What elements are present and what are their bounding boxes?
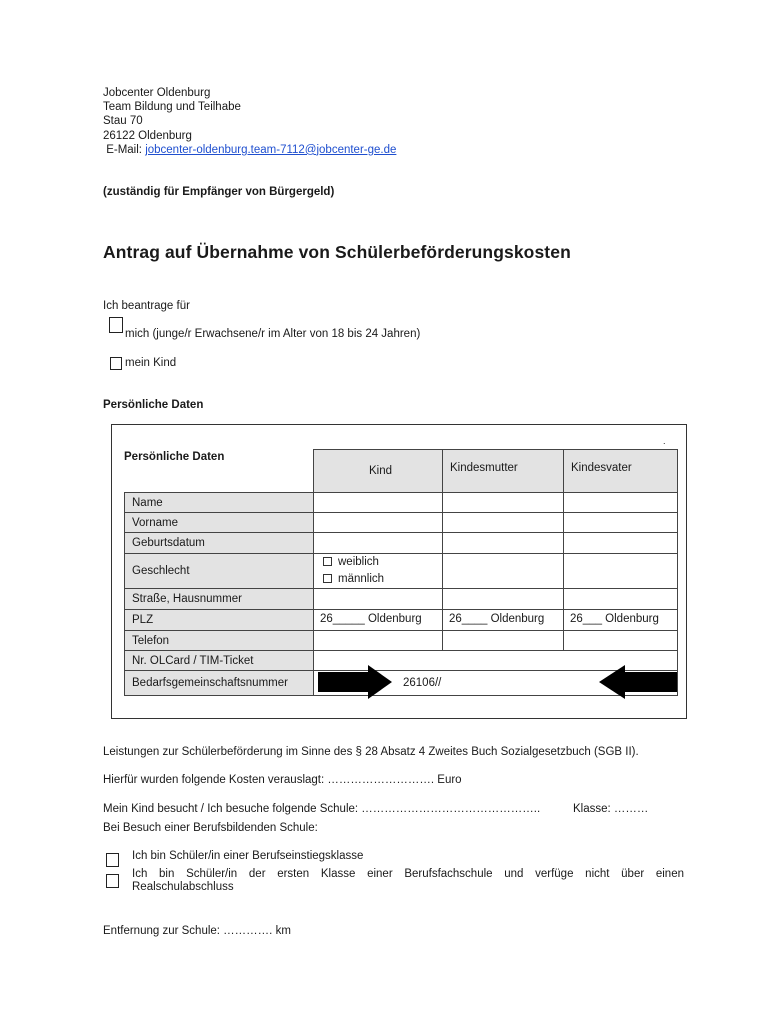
field-vorname-kind[interactable] xyxy=(313,512,443,533)
school-line: Mein Kind besucht / Ich besuche folgende Schule: ……………………………………….. xyxy=(103,803,541,815)
distance-line: Entfernung zur Schule: …………. km xyxy=(103,925,291,937)
row-label-geburtsdatum: Geburtsdatum xyxy=(124,532,314,554)
email-line xyxy=(103,143,396,157)
field-vorname-vater[interactable] xyxy=(563,512,678,533)
row-label-plz: PLZ xyxy=(124,609,314,631)
field-plz-kind[interactable]: 26_____ Oldenburg xyxy=(313,609,443,631)
maennlich-checkbox[interactable] xyxy=(323,574,332,583)
vocational-opt2-label-line1: Ich bin Schüler/in der ersten Klasse einer Berufsfachschule und verfüge nicht über einen xyxy=(132,868,684,880)
field-name-mutter[interactable] xyxy=(442,492,564,513)
email-label: E-Mail: xyxy=(106,143,146,156)
option-child-label: mein Kind xyxy=(125,357,177,369)
row-label-name: Name xyxy=(124,492,314,513)
field-geschlecht-kind xyxy=(313,553,443,589)
field-vorname-mutter[interactable] xyxy=(442,512,564,533)
costs-line: Hierfür wurden folgende Kosten verauslagt: ………………………. Euro xyxy=(103,774,462,786)
weiblich-checkbox[interactable] xyxy=(323,557,332,566)
field-plz-mutter[interactable]: 26____ Oldenburg xyxy=(442,609,564,631)
row-label-bg-nummer: Bedarfsgemeinschaftsnummer xyxy=(124,670,314,696)
option-self-checkbox[interactable] xyxy=(109,317,123,333)
vocational-intro: Bei Besuch einer Berufsbildenden Schule: xyxy=(103,822,318,834)
class-line: Klasse: ……… xyxy=(573,803,649,815)
table-title: Persönliche Daten xyxy=(124,451,225,463)
field-strasse-kind[interactable] xyxy=(313,588,443,610)
vocational-opt1-label: Ich bin Schüler/in einer Berufseinstiegsklasse xyxy=(132,850,364,862)
column-header-mutter: Kindesmutter xyxy=(442,449,564,493)
vocational-opt2-checkbox[interactable] xyxy=(106,874,119,888)
address-line-3: Stau 70 xyxy=(103,115,143,128)
field-geschlecht-vater xyxy=(563,553,678,589)
field-geburtsdatum-mutter[interactable] xyxy=(442,532,564,554)
vocational-opt1-checkbox[interactable] xyxy=(106,853,119,867)
field-name-kind[interactable] xyxy=(313,492,443,513)
page-title: Antrag auf Übernahme von Schülerbeförderungskosten xyxy=(103,242,571,262)
field-name-vater[interactable] xyxy=(563,492,678,513)
column-header-vater: Kindesvater xyxy=(563,449,678,493)
column-header-kind: Kind xyxy=(313,449,443,493)
option-self-label: mich (junge/r Erwachsene/r im Alter von 18 bis 24 Jahren) xyxy=(125,328,421,340)
address-line-1: Jobcenter Oldenburg xyxy=(103,87,211,99)
responsibility-note: (zuständig für Empfänger von Bürgergeld) xyxy=(103,186,335,198)
vocational-opt2-label-line2: Realschulabschluss xyxy=(132,881,234,893)
legal-basis: Leistungen zur Schülerbeförderung im Sinne des § 28 Absatz 4 Zweites Buch Sozialgesetzbuch (SGB II). xyxy=(103,746,639,758)
personal-data-heading: Persönliche Daten xyxy=(103,399,204,411)
field-geschlecht-mutter xyxy=(442,553,564,589)
bg-nummer-value: 26106// xyxy=(403,677,442,689)
field-telefon-kind[interactable] xyxy=(313,630,443,651)
row-label-strasse: Straße, Hausnummer xyxy=(124,588,314,610)
field-strasse-vater[interactable] xyxy=(563,588,678,610)
gender-option-maennlich[interactable]: männlich xyxy=(323,573,384,585)
address-line-4: 26122 Oldenburg xyxy=(103,129,192,142)
option-child-checkbox[interactable] xyxy=(110,357,122,370)
address-line-2: Team Bildung und Teilhabe xyxy=(103,101,241,114)
row-label-telefon: Telefon xyxy=(124,630,314,651)
field-telefon-vater[interactable] xyxy=(563,630,678,651)
field-strasse-mutter[interactable] xyxy=(442,588,564,610)
field-plz-vater[interactable]: 26___ Oldenburg xyxy=(563,609,678,631)
frame-dot: . xyxy=(663,436,666,446)
row-label-olcard: Nr. OLCard / TIM-Ticket xyxy=(124,650,314,671)
arrow-right-icon xyxy=(318,665,392,699)
recipient-address xyxy=(103,86,396,157)
row-label-vorname: Vorname xyxy=(124,512,314,533)
row-label-geschlecht: Geschlecht xyxy=(124,553,314,589)
gender-option-weiblich[interactable]: weiblich xyxy=(323,556,379,568)
field-geburtsdatum-kind[interactable] xyxy=(313,532,443,554)
field-geburtsdatum-vater[interactable] xyxy=(563,532,678,554)
arrow-left-icon xyxy=(599,665,677,699)
email-link[interactable]: jobcenter-oldenburg.team-7112@jobcenter-ge.de xyxy=(145,143,397,156)
field-telefon-mutter[interactable] xyxy=(442,630,564,651)
apply-intro: Ich beantrage für xyxy=(103,300,190,312)
